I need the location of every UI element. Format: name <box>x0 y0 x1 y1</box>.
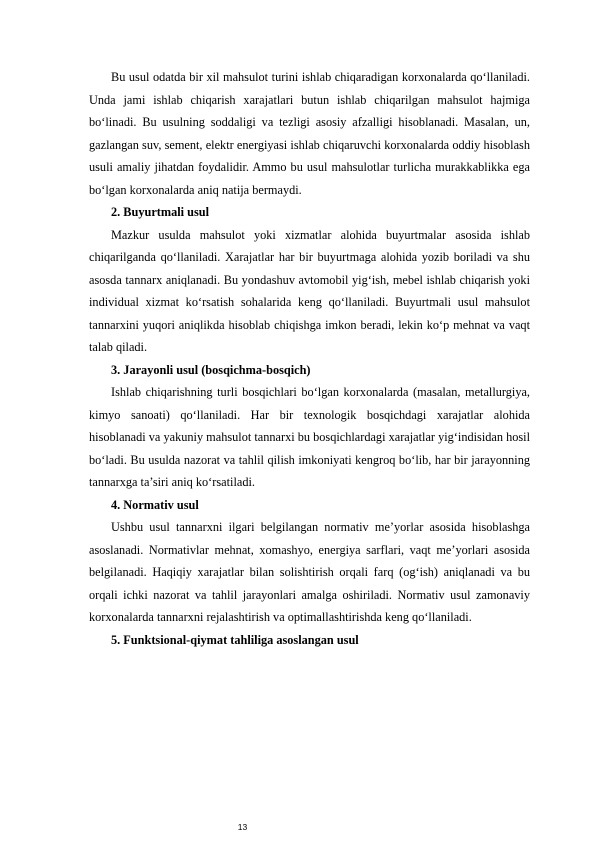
paragraph-process-method: Ishlab chiqarishning turli bosqichlari bo‘lgan korxonalarda (masalan, metallurgiya, kimyo sanoati) qo‘llaniladi. Har bir texnologik bosqichdagi xarajatlar alohida hisoblanadi va yakuniy mahsulot tannarxi bu bosqichlardagi xarajatlar yig‘indisidan hosil bo‘ladi. Bu usulda nazorat va tahlil qilish imkoniyati kengroq bo‘lib, har bir jarayonning tannarxga ta’siri aniq ko‘rsatiladi. <box>89 385 530 489</box>
page-number-footer <box>0 822 595 832</box>
document-page <box>89 66 530 651</box>
paragraph-normative-method: Ushbu usul tannarxni ilgari belgilangan normativ me’yorlar asosida hisoblashga asoslanadi. Normativlar mehnat, xomashyo, energiya sarflari, vaqt me’yorlari asosida belgilanadi. Haqiqiy xarajatlar bilan solishtirish orqali farq (og‘ish) aniqlanadi va bu orqali ichki nazorat va tahlil jarayonlari amalga oshiriladi. Normativ usul zamonaviy korxonalarda tannarxni rejalashtirish va optimallashtirishda keng qo‘llaniladi. <box>89 520 530 624</box>
heading-normative-method: 4. Normativ usul <box>111 497 199 512</box>
heading-order-method: 2. Buyurtmali usul <box>111 205 210 219</box>
page-number: 13 <box>237 822 248 832</box>
heading-process-method: 3. Jarayonli usul (bosqichma-bosqich) <box>111 362 311 377</box>
paragraph-order-method: Mazkur usulda mahsulot yoki xizmatlar alohida buyurtmalar asosida ishlab chiqarilganda qo‘llaniladi. Xarajatlar har bir buyurtmaga alohida yozib boriladi va shu asosda tannarx aniqlanadi. Bu yondashuv avtomobil yig‘ish, mebel ishlab chiqarish yoki individual xizmat ko‘rsatish sohalarida keng qo‘llaniladi. Buyurtmali usul mahsulot tannarxini yuqori aniqlikda hisoblab chiqishga imkon beradi, lekin ko‘p mehnat va vaqt talab qiladi. <box>89 227 530 354</box>
heading-functional-value-method: 5. Funktsional-qiymat tahliliga asoslangan usul <box>111 632 359 647</box>
paragraph-simple-method: Bu usul odatda bir xil mahsulot turini ishlab chiqaradigan korxonalarda qo‘llaniladi. Unda jami ishlab chiqarish xarajatlari butun ishlab chiqarilgan mahsulot hajmiga bo‘linadi. Bu usulning soddaligi va tezligi asosiy afzalligi hisoblanadi. Masalan, un, gazlangan suv, sement, elektr energiyasi ishlab chiqaruvchi korxonalarda oddiy hisoblash usuli amaliy jihatdan foydalidir. Ammo bu usul mahsulotlar turlicha murakkablikka ega bo‘lgan korxonalarda aniq natija bermaydi. <box>89 70 530 197</box>
